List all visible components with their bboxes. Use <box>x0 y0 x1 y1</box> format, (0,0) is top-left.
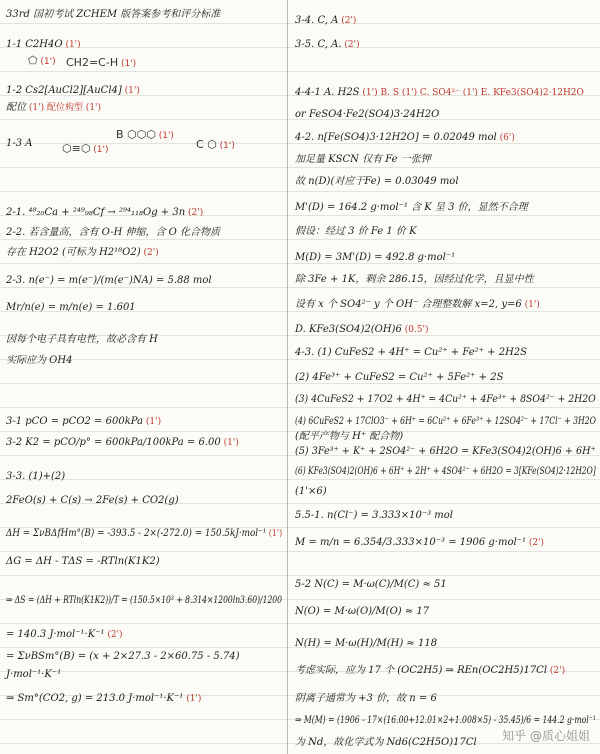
answer-line-text: ⇒ M(M) = (1906 - 17×(16.00+12.01×2+1.008×5) - 35.45)/6 = 144.2 g·mol⁻¹ <box>295 715 596 726</box>
answer-line <box>295 371 503 384</box>
answer-line <box>295 346 527 359</box>
score-mark: (1') <box>118 59 137 69</box>
score-mark: (1') <box>62 40 81 50</box>
answer-line <box>6 333 158 346</box>
score-mark: (2') <box>341 40 360 50</box>
answer-line <box>295 637 437 650</box>
answer-line-text: J·mol⁻¹·K⁻¹ <box>6 669 62 680</box>
answer-line-text: 2-2. 若含量高，含有 O-H 伸缩，含 O 化合物质 <box>6 227 221 238</box>
answer-line-text: 3-4. C, A <box>295 15 339 26</box>
answer-line-text: N(O) = M·ω(O)/M(O) ≈ 17 <box>295 606 430 617</box>
answer-line <box>295 175 459 188</box>
score-mark: (1') <box>155 131 174 141</box>
answer-line-text: 设有 x 个 SO4²⁻ y 个 OH⁻ 合理整数解 x=2, y=6 <box>295 299 522 310</box>
answer-line <box>295 86 584 100</box>
answer-line <box>6 206 203 220</box>
answer-line <box>6 8 220 21</box>
answer-line <box>6 628 123 642</box>
answer-line <box>295 251 455 264</box>
answer-line-text: 考虑实际，应为 17 个 (OC2H5) ⇒ REn(OC2H5)17Cl <box>295 665 548 676</box>
answer-line <box>6 38 81 52</box>
score-mark: (2') <box>338 16 357 26</box>
answer-line-text: 3-5. C, A. <box>295 39 342 50</box>
score-mark: (0.5') <box>401 325 429 335</box>
answer-line-text: ⇒ Sm°(CO2, g) = 213.0 J·mol⁻¹·K⁻¹ <box>6 693 184 704</box>
answer-line <box>295 108 439 121</box>
answer-line-text: M(D) = 3M'(D) = 492.8 g·mol⁻¹ <box>295 252 456 263</box>
answer-line-text: (6) KFe3(SO4)2(OH)6 + 6H⁺ + 2H⁺ + 4SO4²⁻ + 6H2O = 3[KFe(SO4)2·12H2O] <box>295 466 596 477</box>
answer-line <box>6 650 240 663</box>
answer-line <box>295 664 565 678</box>
answer-line-text: (1'×6) <box>295 486 327 497</box>
answer-line <box>6 84 140 98</box>
answer-line <box>295 445 596 458</box>
answer-line-text: 因每个电子具有电性，故必含有 H <box>6 334 158 345</box>
answer-line-text: M = m/n = 6.354/3.333×10⁻³ = 1906 g·mol⁻¹ <box>295 537 526 548</box>
answer-line-text: 实际应为 OH4 <box>6 355 73 366</box>
structure-drawing <box>196 138 235 151</box>
answer-line <box>6 436 239 450</box>
right-column <box>289 0 600 754</box>
answer-line-text: 2-1. ⁴⁸₂₀Ca + ²⁴⁹₉₈Cf → ²⁹⁴₁₁₈Og + 3n <box>6 207 186 218</box>
answer-line <box>295 605 429 618</box>
answer-line <box>6 137 33 150</box>
score-mark: (1') <box>37 57 56 67</box>
answer-line <box>6 301 136 314</box>
answer-line <box>295 485 327 498</box>
answer-line <box>295 38 360 52</box>
answer-line-text: = 140.3 J·mol⁻¹·K⁻¹ <box>6 629 105 640</box>
answer-line-text: (4) 6CuFeS2 + 17ClO3⁻ + 6H⁺ = 6Cu²⁺ + 6Fe³⁺ + 12SO4²⁻ + 17Cl⁻ + 3H2O <box>295 416 596 427</box>
answer-line-text: 假设：经过 3 价 Fe 1 价 K <box>295 226 417 237</box>
answer-line-text: Mr/n(e) = m/n(e) = 1.601 <box>6 302 136 313</box>
score-mark: (1') 配位构型 (1') <box>26 103 102 113</box>
answer-line <box>6 692 201 706</box>
answer-line-text: 1-3 A <box>6 138 33 149</box>
answer-line-text: 3-3. (1)+(2) <box>6 471 66 482</box>
answer-line-text: = ΣνBSm°(B) = (x + 2×27.3 - 2×60.75 - 5.74) <box>6 651 240 662</box>
answer-line-text: ⇒ ΔS = (ΔH + RTln(K1K2))/T = (150.5×10³ + 8.314×1200ln3.60)/1200 <box>6 595 283 606</box>
answer-line <box>6 415 161 429</box>
structure-drawing <box>62 142 109 155</box>
answer-line <box>6 226 220 239</box>
score-mark: (2') <box>547 666 566 676</box>
answer-line <box>295 536 544 550</box>
answer-line <box>295 415 596 428</box>
answer-line <box>295 736 477 749</box>
structure-drawing-text: ⬠ <box>28 54 38 67</box>
answer-line <box>6 274 212 287</box>
answer-line <box>295 273 534 286</box>
answer-line-text: 3-1 pCO = pCO2 = 600kPa <box>6 416 144 427</box>
score-mark: (2') <box>140 248 159 258</box>
answer-line-text: 5.5-1. n(Cl⁻) = 3.333×10⁻³ mol <box>295 510 454 521</box>
answer-line-text: (2) 4Fe³⁺ + CuFeS2 = Cu²⁺ + 5Fe²⁺ + 2S <box>295 372 504 383</box>
answer-line-text: 存在 H2O2 (可标为 H2¹⁸O2) <box>6 247 141 258</box>
structure-drawing-text: ⬡≡⬡ <box>62 142 91 155</box>
score-mark: (1') <box>521 300 540 310</box>
score-mark: (1') <box>266 529 283 539</box>
structure-drawing-text: C ⬡ <box>196 138 217 151</box>
structure-drawing <box>28 54 56 67</box>
answer-line <box>295 225 417 238</box>
answer-line <box>295 692 437 705</box>
answer-line <box>6 594 282 607</box>
answer-line <box>6 555 160 568</box>
answer-line <box>6 668 61 681</box>
answer-line <box>295 131 515 145</box>
answer-line <box>6 494 179 507</box>
answer-line <box>6 354 72 367</box>
answer-line-text: 5-2 N(C) = M·ω(C)/M(C) ≈ 51 <box>295 579 447 590</box>
answer-line-text: 4-3. (1) CuFeS2 + 4H⁺ = Cu²⁺ + Fe²⁺ + 2H2S <box>295 347 527 358</box>
answer-line <box>295 14 356 28</box>
answer-line-text: 加足量 KSCN 仅有 Fe 一张钾 <box>295 154 431 165</box>
structure-drawing <box>66 56 136 69</box>
answer-line-text: (5) 3Fe³⁺ + K⁺ + 2SO4²⁻ + 6H2O = KFe3(SO4)2(OH)6 + 6H⁺ <box>295 446 596 457</box>
answer-line-text: 除 3Fe + 1K，剩余 286.15，因经过化学，且显中性 <box>295 274 534 285</box>
answer-line-text: 阴离子通常为 +3 价，故 n = 6 <box>295 693 437 704</box>
score-mark: (6') <box>496 133 515 143</box>
answer-line-text: 配位 <box>6 102 26 113</box>
answer-line-text: 1-2 Cs2[AuCl2][AuCl4] <box>6 85 122 96</box>
column-divider <box>287 0 288 754</box>
watermark-text: 知乎 @质心姐姐 <box>502 729 590 743</box>
score-mark: (1') <box>121 86 140 96</box>
answer-line-text: N(H) = M·ω(H)/M(H) ≈ 118 <box>295 638 438 649</box>
score-mark: (1') <box>183 694 202 704</box>
answer-line-text: ΔH = ΣνBΔfHm°(B) = -393.5 - 2×(-272.0) = 150.5kJ·mol⁻¹ <box>6 528 267 539</box>
answer-line <box>295 509 453 522</box>
score-mark: (1') <box>216 141 235 151</box>
answer-line-text: or FeSO4·Fe2(SO4)3·24H2O <box>295 109 440 120</box>
structure-drawing <box>116 128 174 141</box>
answer-line-text: 3-2 K2 = pCO/p° = 600kPa/100kPa = 6.00 <box>6 437 221 448</box>
answer-line <box>6 101 101 115</box>
answer-line-text: 2FeO(s) + C(s) → 2Fe(s) + CO2(g) <box>6 495 179 506</box>
score-mark: (1') B. S (1') C. SO4²⁻ (1') E. KFe3(SO4)2·12H2O <box>359 88 584 98</box>
answer-line <box>295 393 596 406</box>
answer-line <box>295 323 429 337</box>
answer-line <box>295 465 596 478</box>
answer-line-text: (3) 4CuFeS2 + 17O2 + 4H⁺ = 4Cu²⁺ + 4Fe³⁺ + 8SO4²⁻ + 2H2O <box>295 394 596 405</box>
answer-line-text: (配平产物与 H⁺ 配合物) <box>295 431 404 442</box>
structure-drawing-text: B ⬡⬡⬡ <box>116 128 156 141</box>
left-column <box>0 0 286 754</box>
answer-line <box>6 527 282 541</box>
answer-line-text: 为 Nd，故化学式为 Nd6(C2H5O)17Cl <box>295 737 477 748</box>
answer-line <box>295 430 403 443</box>
answer-line-text: 4-2. n[Fe(SO4)3·12H2O] = 0.02049 mol <box>295 132 497 143</box>
answer-line-text: D. KFe3(SO4)2(OH)6 <box>295 324 402 335</box>
answer-line <box>295 714 596 727</box>
score-mark: (2') <box>185 208 204 218</box>
answer-line-text: 故 n(D)(对应于Fe) = 0.03049 mol <box>295 176 459 187</box>
answer-line-text: 4-4-1 A. H2S <box>295 87 360 98</box>
answer-line <box>295 153 431 166</box>
answer-line <box>6 246 159 260</box>
score-mark: (2') <box>525 538 545 548</box>
answer-line <box>295 201 528 214</box>
structure-drawing-text: CH2=C-H <box>66 56 119 69</box>
score-mark: (2') <box>104 630 123 640</box>
score-mark: (1') <box>143 417 162 427</box>
answer-line-text: 33rd 国初考试 ZCHEM 版答案参考和评分标准 <box>6 9 221 20</box>
answer-line <box>295 298 540 312</box>
answer-line-text: 2-3. n(e⁻) = m(e⁻)/(m(e⁻)NA) = 5.88 mol <box>6 275 212 286</box>
answer-line-text: 1-1 C2H4O <box>6 39 63 50</box>
score-mark: (1') <box>220 438 239 448</box>
answer-line <box>295 578 447 591</box>
answer-line <box>6 470 65 483</box>
answer-line-text: ΔG = ΔH - TΔS = -RTln(K1K2) <box>6 556 160 567</box>
score-mark: (1') <box>90 145 109 155</box>
answer-line-text: M'(D) = 164.2 g·mol⁻¹ 含 K 呈 3 价，显然不合理 <box>295 202 528 213</box>
